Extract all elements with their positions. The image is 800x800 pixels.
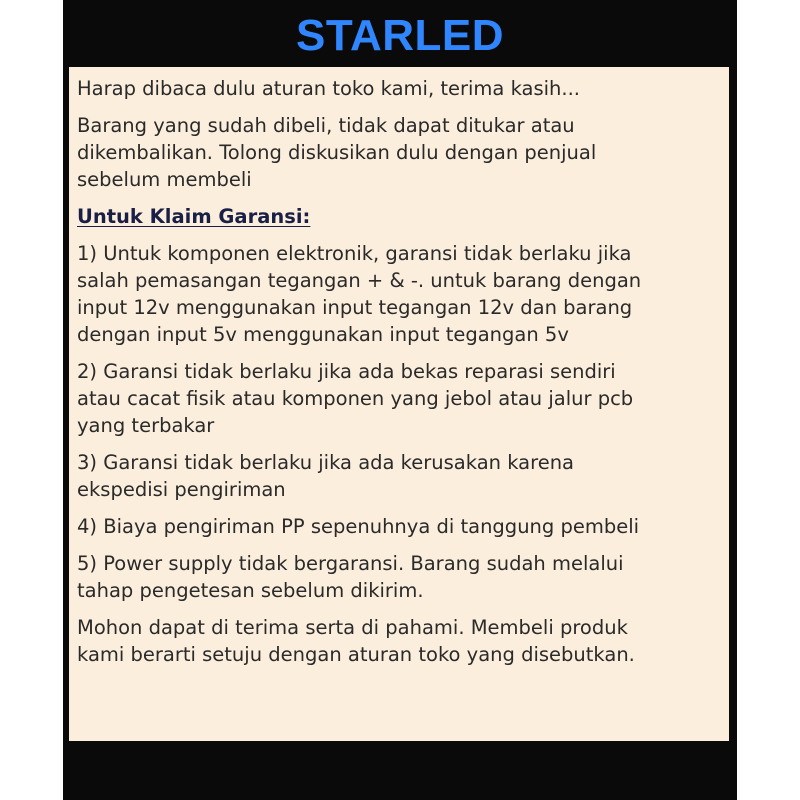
rule-item-3 xyxy=(77,449,721,503)
text-line: 5) Power supply tidak bergaransi. Barang sudah melalui xyxy=(77,552,624,575)
text-line: dengan input 5v menggunakan input tegangan 5v xyxy=(77,323,569,346)
rule-item-4 xyxy=(77,513,721,540)
text-line: sebelum membeli xyxy=(77,168,252,191)
closing-paragraph xyxy=(77,614,721,668)
bottom-black-bar xyxy=(63,742,737,800)
brand-title: STARLED xyxy=(295,11,504,60)
text-line: Mohon dapat di terima serta di pahami. Membeli produk xyxy=(77,616,628,639)
rule-item-2 xyxy=(77,358,721,439)
text-line: 2) Garansi tidak berlaku jika ada bekas reparasi sendiri xyxy=(77,360,616,383)
text-line: 3) Garansi tidak berlaku jika ada kerusakan karena xyxy=(77,451,575,474)
intro-text: Harap dibaca dulu aturan toko kami, terima kasih... xyxy=(77,77,581,100)
rule-item-5 xyxy=(77,550,721,604)
text-line: input 12v menggunakan input tegangan 12v dan barang xyxy=(77,296,633,319)
no-return-paragraph xyxy=(77,112,721,193)
text-line: atau cacat fisik atau komponen yang jebol atau jalur pcb xyxy=(77,387,634,410)
text-line: kami berarti setuju dengan aturan toko yang disebutkan. xyxy=(77,643,635,666)
store-rules-panel xyxy=(69,67,729,741)
text-line: yang terbakar xyxy=(77,414,215,437)
text-line: 4) Biaya pengiriman PP sepenuhnya di tanggung pembeli xyxy=(77,515,640,538)
image-frame xyxy=(63,0,737,800)
text-line: salah pemasangan tegangan + & -. untuk barang dengan xyxy=(77,269,642,292)
text-line: ekspedisi pengiriman xyxy=(77,478,286,501)
warranty-heading: Untuk Klaim Garansi: xyxy=(77,205,311,228)
text-line: dikembalikan. Tolong diskusikan dulu dengan penjual xyxy=(77,141,597,164)
text-line: tahap pengetesan sebelum dikirim. xyxy=(77,579,424,602)
rule-item-1 xyxy=(77,240,721,348)
text-line: Barang yang sudah dibeli, tidak dapat ditukar atau xyxy=(77,114,575,137)
text-line: 1) Untuk komponen elektronik, garansi tidak berlaku jika xyxy=(77,242,632,265)
